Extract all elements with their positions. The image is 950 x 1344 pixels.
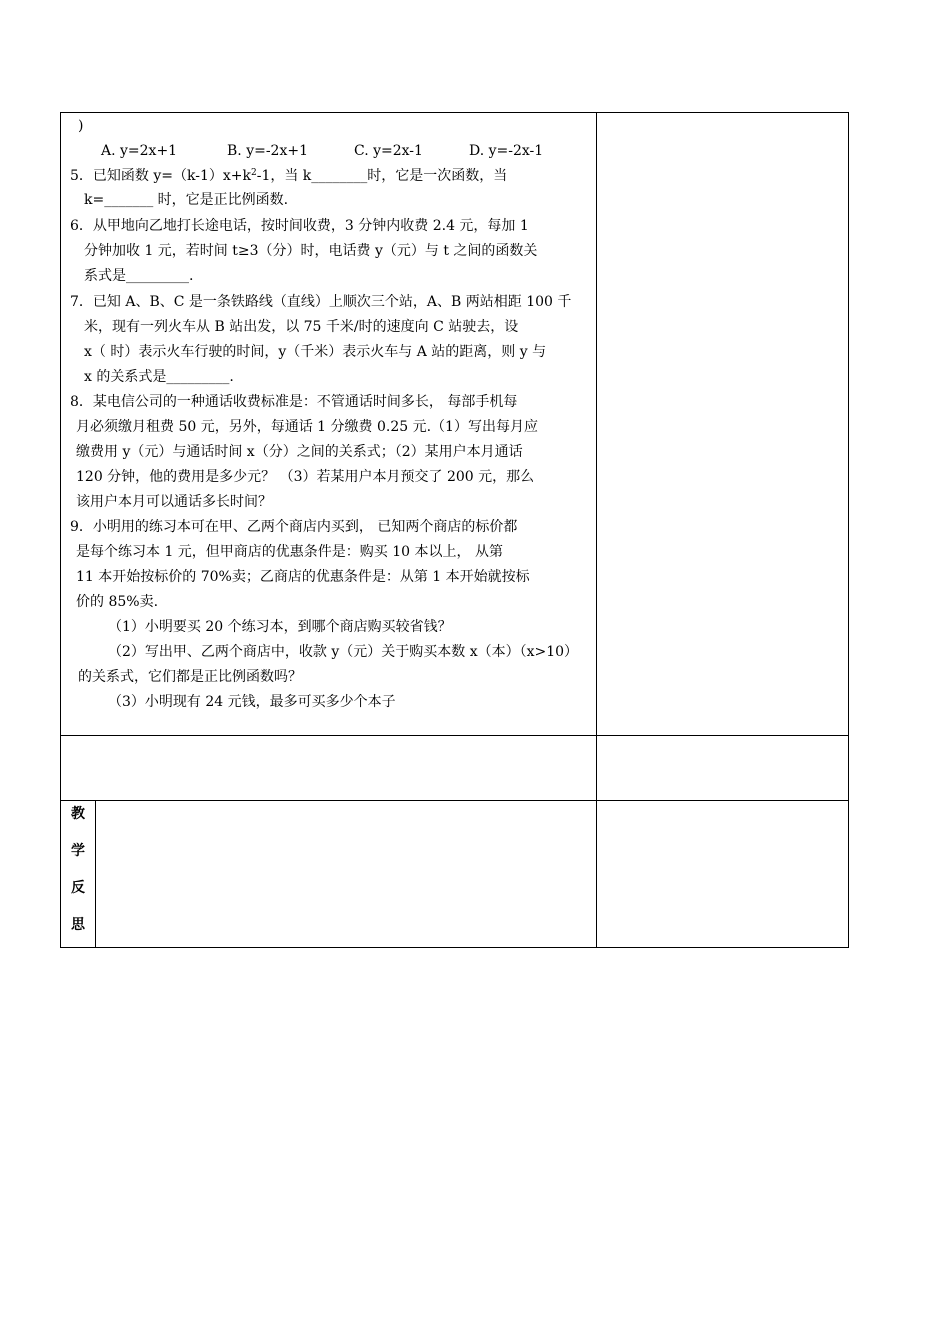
question9-line-2: 是每个练习本 1 元，但甲商店的优惠条件是：购买 10 本以上， 从第	[76, 544, 503, 560]
question7-line-3: x（ 时）表示火车行驶的时间，y（千米）表示火车与 A 站的距离，则 y 与	[84, 344, 547, 360]
reflection-label-char-3: 反	[71, 880, 85, 896]
question5-line-1	[70, 166, 507, 186]
reflection-label-char-4: 思	[71, 917, 85, 933]
question8-line-2: 月必须缴月租费 50 元，另外，每通话 1 分缴费 0.25 元.（1）写出每月应	[76, 419, 538, 435]
question4-option-a: A. y=2x+1	[101, 143, 178, 159]
side-notes-cell	[597, 113, 848, 735]
question5-exponent: 2	[250, 168, 257, 178]
question8-line-4: 120 分钟，他的费用是多少元？ （3）若某用户本月预交了 200 元，那么	[76, 469, 535, 485]
question4-tail: )	[78, 118, 84, 134]
question9-line-1: 9．小明用的练习本可在甲、乙两个商店内买到， 已知两个商店的标价都	[70, 519, 518, 535]
question9-line-3: 11 本开始按标价的 70%卖；乙商店的优惠条件是：从第 1 本开始就按标	[76, 569, 530, 585]
table-bottom-border	[60, 947, 849, 948]
reflection-label-char-1: 教	[71, 806, 85, 822]
question4-option-d: D. y=-2x-1	[469, 143, 544, 159]
question9-sub-3: （3）小明现有 24 元钱，最多可买多少个本子	[108, 694, 396, 710]
question6-line-2: 分钟加收 1 元，若时间 t≥3（分）时，电话费 y（元）与 t 之间的函数关	[84, 243, 538, 259]
question6-line-1: 6．从甲地向乙地打长途电话，按时间收费，3 分钟内收费 2.4 元，每加 1	[70, 218, 529, 234]
table-right-border	[848, 112, 849, 948]
reflection-content-cell	[96, 801, 596, 947]
question7-line-2: 米，现有一列火车从 B 站出发，以 75 千米/时的速度向 C 站驶去，设	[84, 319, 519, 335]
table-left-border	[60, 112, 61, 948]
question5-text-a: 5．已知函数 y=（k-1）x+k	[70, 168, 251, 184]
question7-line-4: x 的关系式是_________.	[84, 369, 234, 385]
question5-line-2: k=_______ 时，它是正比例函数.	[84, 192, 289, 208]
question6-line-3: 系式是_________.	[84, 268, 194, 284]
question8-line-5: 该用户本月可以通话多长时间？	[76, 494, 272, 510]
reflection-label-char-2: 学	[71, 843, 85, 859]
question4-option-b: B. y=-2x+1	[227, 143, 308, 159]
question8-line-1: 8．某电信公司的一种通话收费标准是：不管通话时间多长， 每部手机每	[70, 394, 518, 410]
question5-text-b: -1，当 k________时，它是一次函数，当	[256, 168, 508, 184]
question9-sub-2-cont: 的关系式，它们都是正比例函数吗？	[78, 669, 302, 685]
question7-line-1: 7．已知 A、B、C 是一条铁路线（直线）上顺次三个站，A、B 两站相距 100 千	[70, 294, 572, 310]
question9-line-4: 价的 85%卖.	[76, 594, 159, 610]
blank-row-cell	[61, 736, 596, 800]
question9-sub-2: （2）写出甲、乙两个商店中，收款 y（元）关于购买本数 x（本）（x>10）	[108, 644, 579, 660]
question4-option-c: C. y=2x-1	[354, 143, 423, 159]
question8-line-3: 缴费用 y（元）与通话时间 x（分）之间的关系式；（2）某用户本月通话	[76, 444, 523, 460]
question9-sub-1: （1）小明要买 20 个练习本，到哪个商店购买较省钱？	[108, 619, 452, 635]
